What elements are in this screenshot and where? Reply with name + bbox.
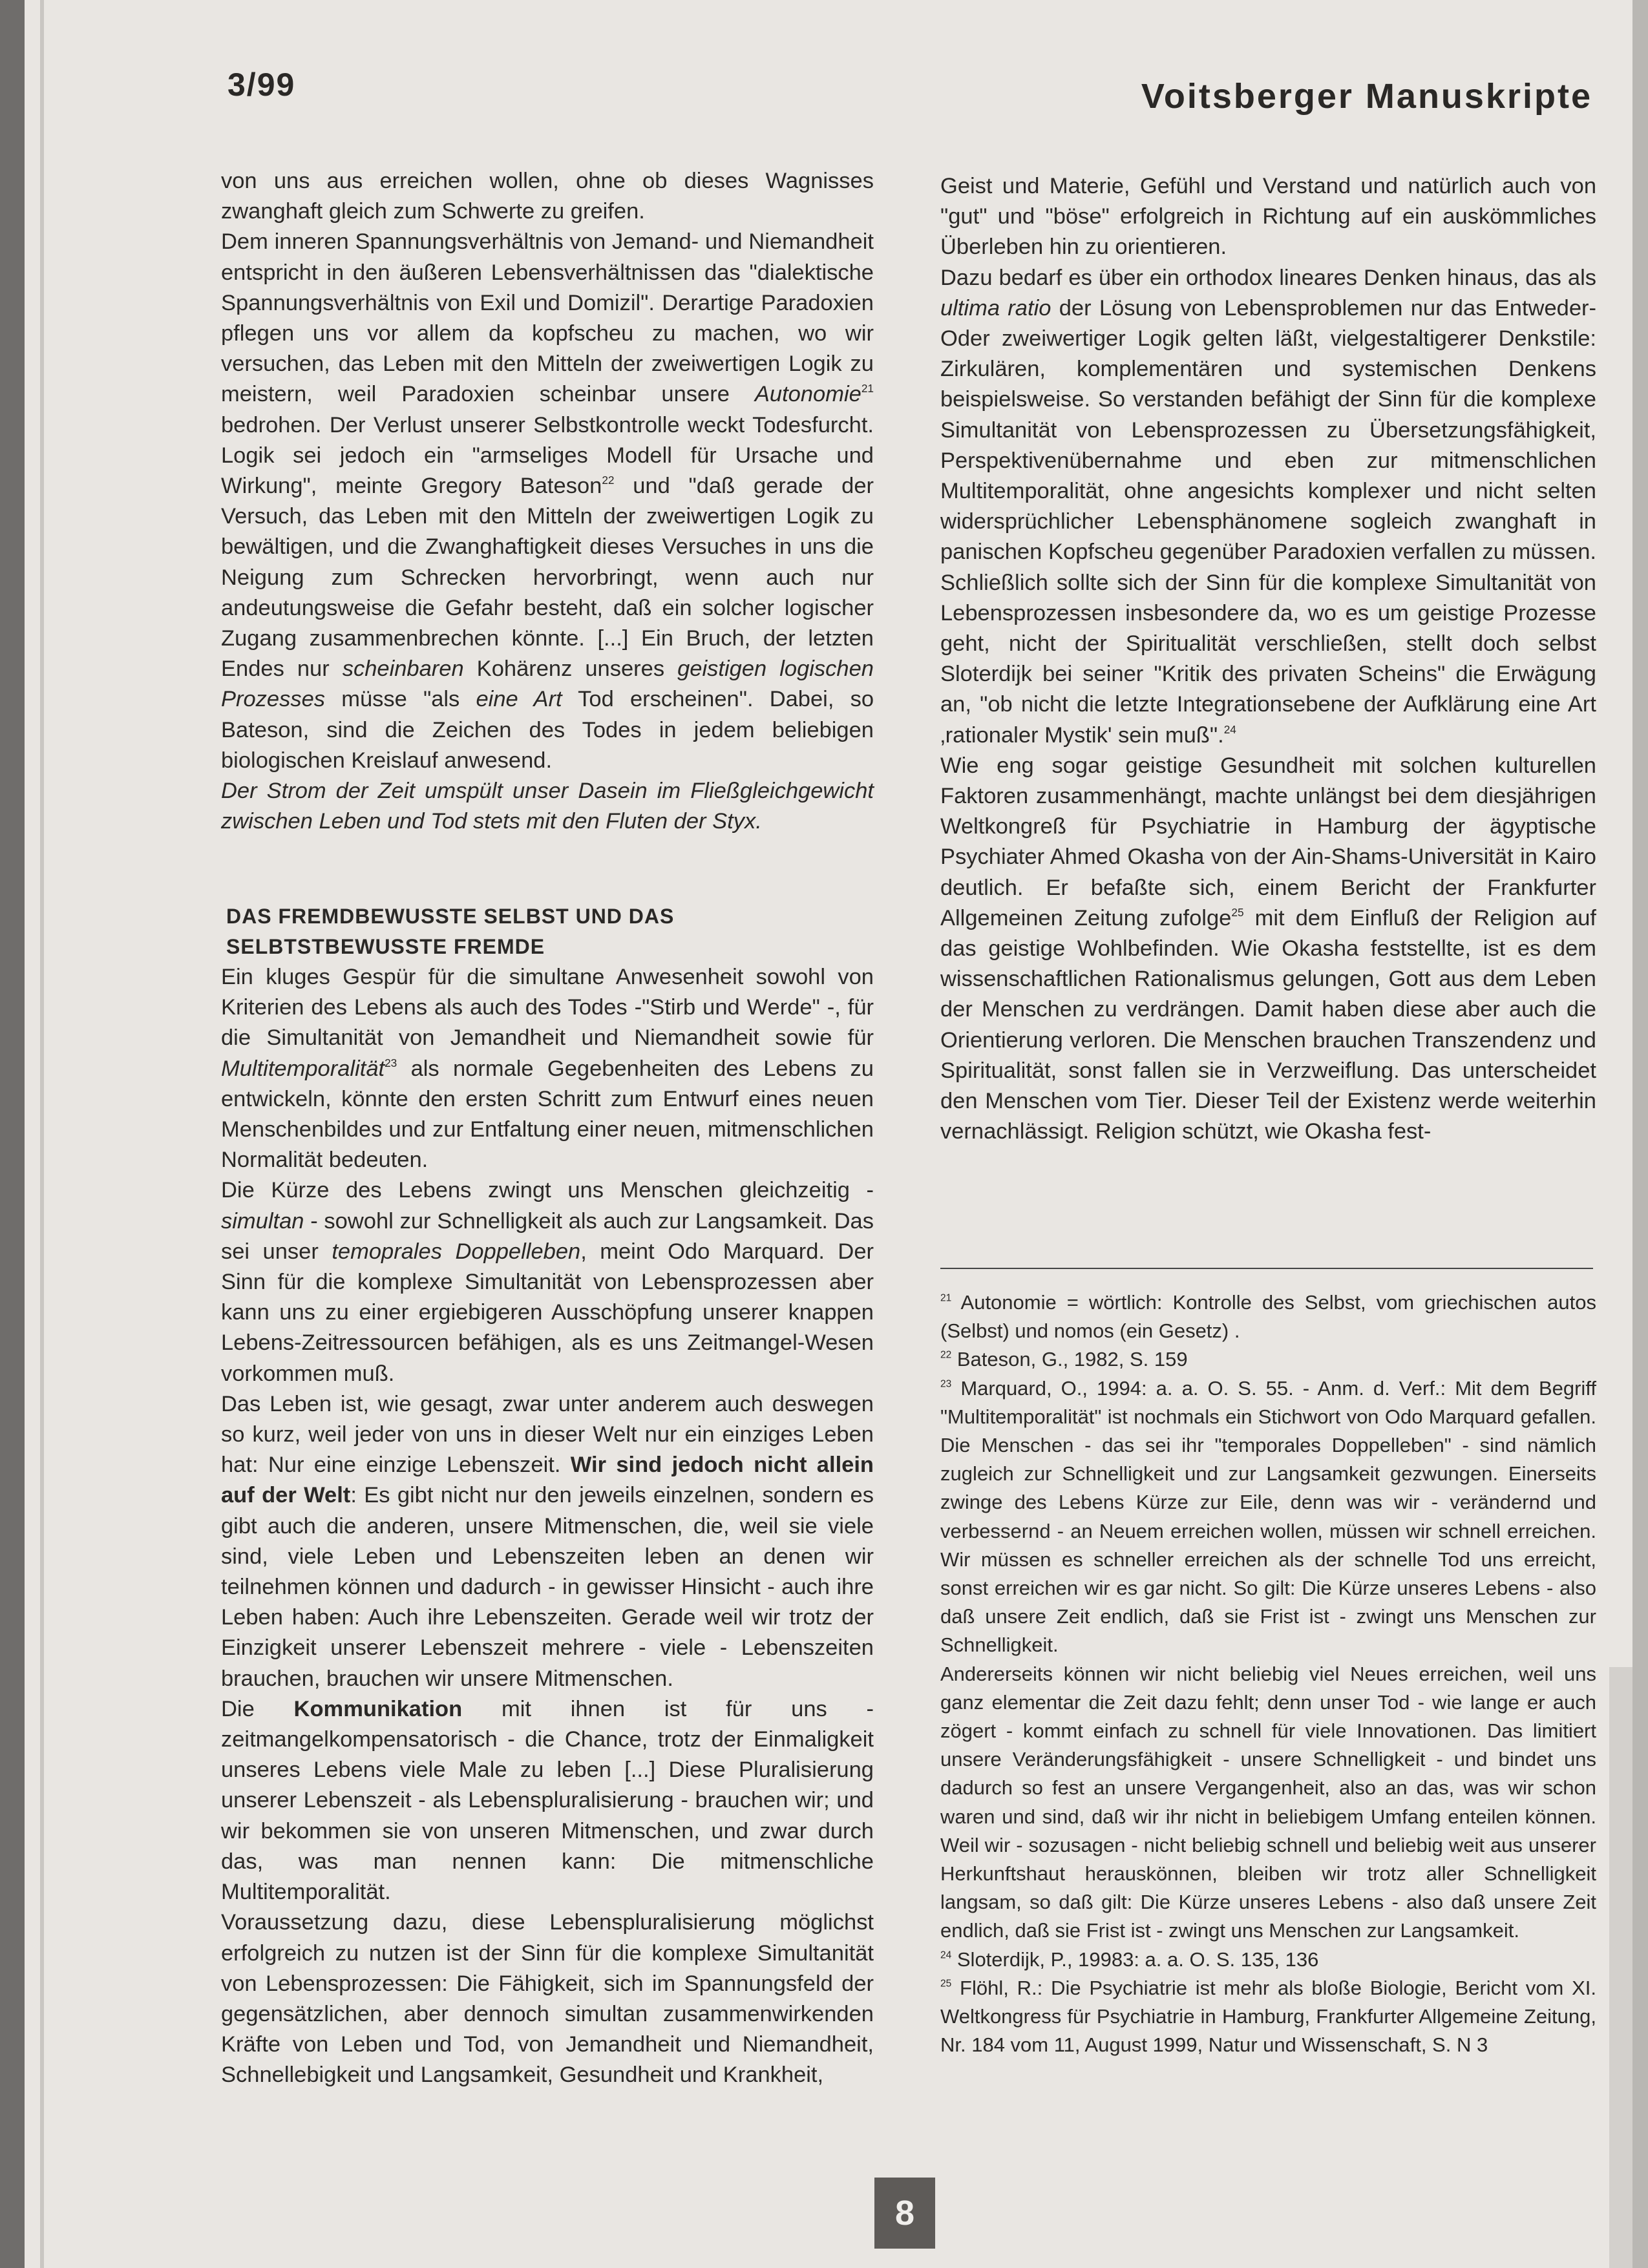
paragraph: von uns aus erreichen wollen, ohne ob dieses Wagnisses zwanghaft gleich zum Schwerte zu greifen.: [221, 169, 874, 224]
footnote: $^{22}$ Bateson, G., 1982, S. 159: [940, 1348, 1188, 1371]
italic-paragraph: Der Strom der Zeit umspült unser Dasein im Fließgleichgewicht zwischen Leben und Tod stets mit den Fluten der Styx.: [221, 779, 874, 834]
scan-edge-right: [1632, 0, 1648, 2268]
footnote-ref: 25: [1231, 906, 1244, 919]
scan-shadow: [1609, 1667, 1632, 2268]
footnote-continuation: Andererseits können wir nicht beliebig viel Neues erreichen, weil uns ganz elementar die Zeit dazu fehlt; denn unser Tod - wie lange er auch zögert - kommt einfach zu schnell für viele Innovationen. Das limitiert unsere Veränderungsfähigkeit - unsere Schnelligkeit - und bindet uns dadurch so fest an unsere Vergangenheit, also an das, was wir schon waren und sind, daß wir ihr nicht in beliebigem Umfang enteilen können. Weil wir - sozusagen - nicht beliebig schnell und beliebig weit aus unserer Herkunftshaut herauskönnen, bleiben wir trotz aller Schnelligkeit langsam, so daß gilt: Die Kürze unseres Lebens - also daß unsere Zeit endlich, daß sie Frist ist - zwingt uns Menschen zur Langsamkeit.: [940, 1662, 1596, 1942]
issue-number: 3/99: [227, 67, 296, 103]
right-column: [940, 171, 1596, 1148]
footnote-ref: 24: [1223, 722, 1236, 736]
scan-edge-left: [0, 0, 25, 2268]
paragraph: Geist und Materie, Gefühl und Verstand und natürlich auch von "gut" und "böse" erfolgreich in Richtung auf ein auskömmliches Überleben hin zu orientieren.: [940, 174, 1596, 260]
left-column-section: [221, 962, 874, 2091]
footnote: $^{24}$ Sloterdijk, P., 19983: a. a. O. S. 135, 136: [940, 1948, 1319, 1971]
left-column: [221, 166, 874, 837]
footnote-ref: 22: [602, 474, 615, 487]
footnote-ref: 23: [385, 1056, 397, 1069]
paragraph: Ein kluges Gespür für die simultane Anwesenheit sowohl von Kriterien des Lebens als auch des Todes -"Stirb und Werde" -, für die Simultanität von Jemandheit und Niemandheit sowie für Multitemporalität$^{23}$ als normale Gegebenheiten des Lebens zu entwickeln, könnte den ersten Schritt zum Entwurf eines neuen Menschenbildes und zur Entfaltung einer neuen, mitmenschlichen Normalität bedeuten.: [221, 965, 874, 1173]
footnotes: [940, 1288, 1596, 2059]
paragraph: Die Kürze des Lebens zwingt uns Menschen gleichzeitig - simultan - sowohl zur Schnelligkeit als auch zur Langsamkeit. Das sei unser temoprales Doppelleben, meint Odo Marquard. Der Sinn für die komplexe Simultanität von Lebensprozessen aber kann uns zu einer ergiebigeren Ausschöpfung unserer knappen Lebens-Zeitressourcen befähigen, als es uns Zeitmangel-Wesen vorkommen muß.: [221, 1178, 874, 1386]
footnote: $^{25}$ Flöhl, R.: Die Psychiatrie ist mehr als bloße Biologie, Bericht vom XI. Weltkongress für Psychiatrie in Hamburg, Frankfurter Allgemeine Zeitung, Nr. 184 vom 11, August 1999, Natur und Wissenschaft, S. N 3: [940, 1976, 1596, 2057]
section-heading: DAS FREMDBEWUSSTE SELBST UND DAS SELBTSTBEWUSSTE FREMDE: [226, 905, 675, 958]
paragraph: Dem inneren Spannungsverhältnis von Jemand- und Niemandheit entspricht in den äußeren Lebensverhältnissen das "dialektische Spannungsverhältnis von Exil und Domizil". Derartige Paradoxien pflegen uns vor allem da kopfscheu zu machen, wo wir versuchen, das Leben mit den Mitteln der zweiwertigen Logik zu meistern, weil Paradoxien scheinbar unsere Autonomie$^{21}$ bedrohen. Der Verlust unserer Selbstkontrolle weckt Todesfurcht. Logik sei jedoch ein "armseliges Modell für Ursache und Wirkung", meinte Gregory Bateson$^{22}$ und "daß gerade der Versuch, das Leben mit den Mitteln der zweiwertigen Logik zu bewältigen, und die Zwanghaftigkeit dieses Versuches in uns die Neigung zum Schrecken hervorbringt, wenn auch nur andeutungsweise die Gefahr besteht, daß ein solcher logischer Zugang zusammenbrechen könnte. [...] Ein Bruch, der letzten Endes nur scheinbaren Kohärenz unseres geistigen logischen Prozesses müsse "als eine Art Tod erscheinen". Dabei, so Bateson, sind die Zeichen des Todes in jedem beliebigen biologischen Kreislauf anwesend.: [221, 229, 874, 773]
footnote: $^{21}$ Autonomie = wörtlich: Kontrolle des Selbst, vom griechischen autos (Selbst) und nomos (ein Gesetz) .: [940, 1291, 1596, 1343]
footnote: $^{23}$ Marquard, O., 1994: a. a. O. S. 55. - Anm. d. Verf.: Mit dem Begriff "Multitemporalität" ist nochmals ein Stichwort von Odo Marquard gefallen. Die Menschen - das sei ihr "temporales Doppelleben" - sind nämlich zugleich zur Schnelligkeit und zur Langsamkeit gezwungen. Einerseits zwinge des Lebens Kürze zur Eile, denn was wir - verändernd und verbessernd - an Neuem erreichen wollen, müssen wir schnell erreichen. Wir müssen es schneller erreichen als der schnelle Tod uns erreicht, sonst erreichen wir es gar nicht. So gilt: Die Kürze unseres Lebens - also daß unsere Zeit endlich, daß sie Frist ist - zwingt uns Menschen zur Schnelligkeit.: [940, 1376, 1596, 1657]
paragraph: Das Leben ist, wie gesagt, zwar unter anderem auch deswegen so kurz, weil jeder von uns in dieser Welt nur ein einziges Leben hat: Nur eine einzige Lebenszeit. Wir sind jedoch nicht allein auf der Welt: Es gibt nicht nur den jeweils einzelnen, sondern es gibt auch die anderen, unsere Mitmenschen, die, weil sie viele sind, viele Leben und Lebenszeiten leben an denen wir teilnehmen können und dadurch - in gewisser Hinsicht - auch ihre Leben haben: Auch ihre Lebenszeiten. Gerade weil wir trotz der Einzigkeit unserer Lebenszeit mehrere - viele - Lebenszeiten brauchen, brauchen wir unsere Mitmenschen.: [221, 1391, 874, 1691]
page-number: 8: [874, 2178, 935, 2249]
paragraph: Dazu bedarf es über ein orthodox lineares Denken hinaus, das als ultima ratio der Lösung von Lebensproblemen nur das Entweder-Oder zweiwertiger Logik gelten läßt, vielgestaltigerer Denkstile: Zirkulären, komplementären und systemischen Denkens beispielsweise. So verstanden befähigt der Sinn für die komplexe Simultanität von Lebensprozessen zu Übersetzungsfähigkeit, Perspektivenübernahme und eben zur mitmenschlichen Multitemporalität, ohne angesichts komplexer und nicht selten widersprüchlicher Lebensphänomene sogleich zwanghaft in panischen Kopfscheu gegenüber Paradoxien verfallen zu müssen. Schließlich sollte sich der Sinn für die komplexe Simultanität von Lebensprozessen insbesondere da, wo es um geistige Prozesse geht, nicht der Spiritualität verschließen, stellt doch selbst Sloterdijk bei seiner "Kritik des privaten Scheins" die Erwägung an, "ob nicht die letzte Integrationsebene der Aufklärung eine Art ‚rationaler Mystik' sein muß".$^{24}$: [940, 265, 1596, 748]
footnote-ref: 21: [861, 382, 874, 395]
footnote-divider: [940, 1268, 1593, 1269]
journal-title: Voitsberger Manuskripte: [1141, 77, 1592, 116]
scan-binding-line: [40, 0, 44, 2268]
paragraph: Voraussetzung dazu, diese Lebenspluralisierung möglichst erfolgreich zu nutzen ist der Sinn für die komplexe Simultanität von Lebensprozessen: Die Fähigkeit, sich im Spannungsfeld der gegensätzlichen, aber dennoch simultan zusammenwirkenden Kräfte von Leben und Tod, von Jemandheit und Niemandheit, Schnellebigkeit und Langsamkeit, Gesundheit und Krankheit,: [221, 1910, 874, 2088]
paragraph: Wie eng sogar geistige Gesundheit mit solchen kulturellen Faktoren zusammenhängt, machte unlängst bei dem diesjährigen Weltkongreß für Psychiatrie in Hamburg der ägyptische Psychiater Ahmed Okasha von der Ain-Shams-Universität in Kairo deutlich. Er befaßte sich, einem Bericht der Frankfurter Allgemeinen Zeitung zufolge$^{25}$ mit dem Einfluß der Religion auf das geistige Wohlbefinden. Wie Okasha feststellte, ist es dem wissenschaftlichen Rationalismus gelungen, Gott aus dem Leben der Menschen zu verdrängen. Damit haben diese aber auch die Orientierung verloren. Die Menschen brauchen Transzendenz und Spiritualität, sonst fallen sie in Verzweiflung. Das unterscheidet den Menschen vom Tier. Dieser Teil der Existenz werde weiterhin vernachlässigt. Religion schützt, wie Okasha fest-: [940, 753, 1596, 1144]
paragraph: Die Kommunikation mit ihnen ist für uns - zeitmangelkompensatorisch - die Chance, trotz der Einmaligkeit unseres Lebens viele Male zu leben [...] Diese Pluralisierung unserer Lebenszeit - als Lebenspluralisierung - brauchen wir; und wir bekommen sie von unseren Mitmenschen, und zwar durch das, was man nennen kann: Die mitmenschliche Multitemporalität.: [221, 1696, 874, 1905]
